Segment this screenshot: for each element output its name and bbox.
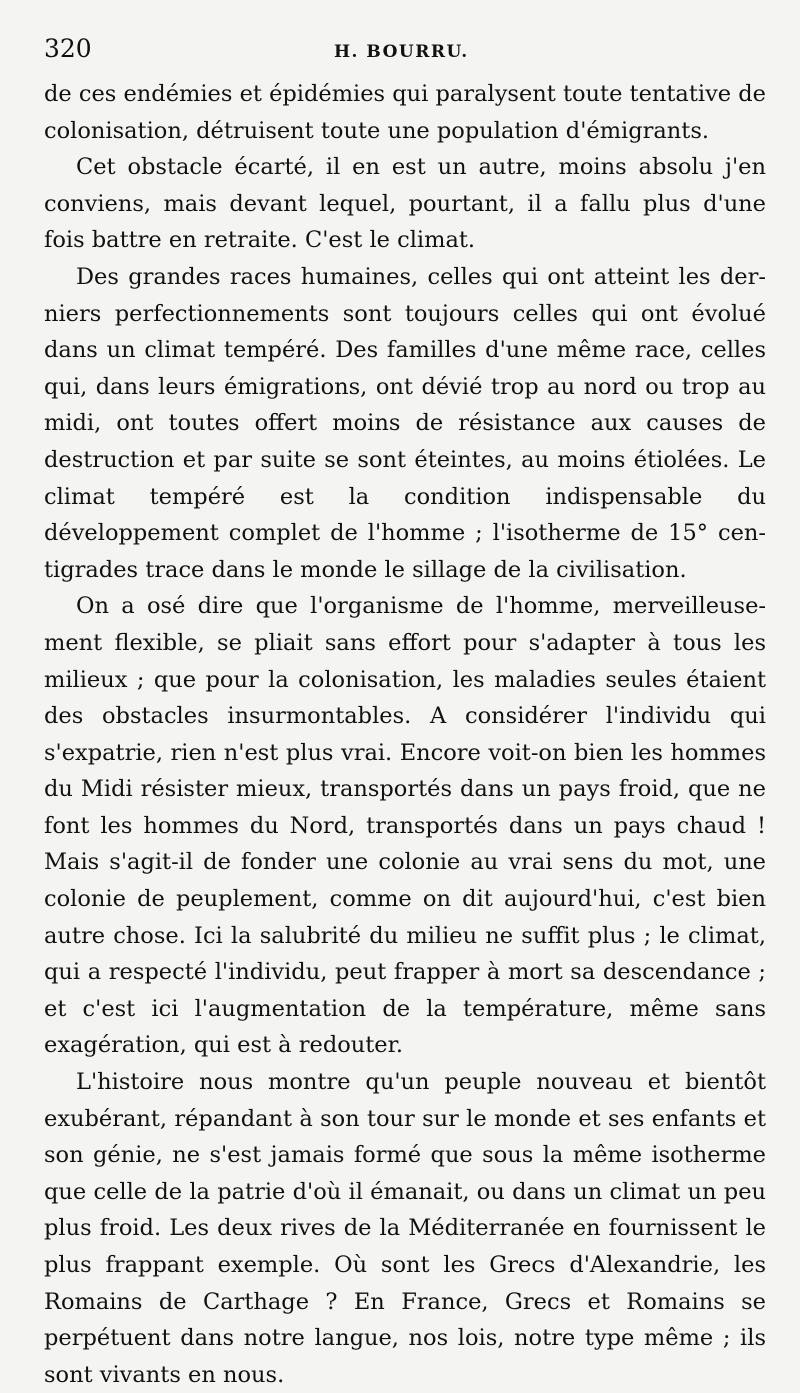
page-number: 320	[44, 34, 92, 63]
body-text	[44, 76, 766, 1393]
running-head	[44, 34, 766, 74]
paragraph: L'histoire nous montre qu'un peuple nouveau et bientôt exubérant, répandant à son tour sur le monde et ses enfants et son génie, ne s'est jamais formé que sous la même isotherme que celle de la patrie d'où il émanait, ou dans un climat un peu plus froid. Les deux rives de la Méditerranée en fournissent le plus frappant exemple. Où sont les Grecs d'Alexandrie, les Romains de Carthage ? En France, Grecs et Romains se perpétuent dans notre langue, nos lois, notre type même ; ils sont vivants en nous.	[44, 1069, 766, 1388]
paragraph: On a osé dire que l'organisme de l'homme, merveilleusement flexible, se pliait sans effort pour s'adapter à tous les milieux ; que pour la colonisation, les maladies seules étaient des obstacles insurmontables. A considérer l'individu qui s'expatrie, rien n'est plus vrai. Encore voit-on bien les hommes du Midi résister mieux, transportés dans un pays froid, que ne font les hommes du Nord, transportés dans un pays chaud ! Mais s'agit-il de fonder une colonie au vrai sens du mot, une colonie de peuplement, comme on dit aujourd'hui, c'est bien autre chose. Ici la salubrité du milieu ne suffit plus ; le climat, qui a respecté l'individu, peut frapper à mort sa descendance ; et c'est ici l'augmentation de la température, même sans exagération, qui est à redouter.	[44, 593, 766, 1059]
paragraph: Cet obstacle écarté, il en est un autre, moins absolu j'en conviens, mais devant lequel, pourtant, il a fallu plus d'une fois battre en retraite. C'est le climat.	[44, 154, 766, 254]
paragraph: Des grandes races humaines, celles qui ont atteint les derniers perfectionnements sont toujours celles qui ont évolué dans un climat tempéré. Des familles d'une même race, celles qui, dans leurs émigrations, ont dévié trop au nord ou trop au midi, ont toutes offert moins de résistance aux causes de destruction et par suite se sont éteintes, au moins étiolées. Le climat tempéré est la condition indispensable du développement complet de l'homme ; l'isotherme de 15° centigrades trace dans le monde le sillage de la civilisation.	[44, 263, 766, 583]
paragraph-continued: de ces endémies et épidémies qui paralysent toute tentative de colonisation, détruisent toute une population d'émigrants.	[44, 81, 766, 144]
running-title: H. BOURRU.	[334, 42, 469, 62]
